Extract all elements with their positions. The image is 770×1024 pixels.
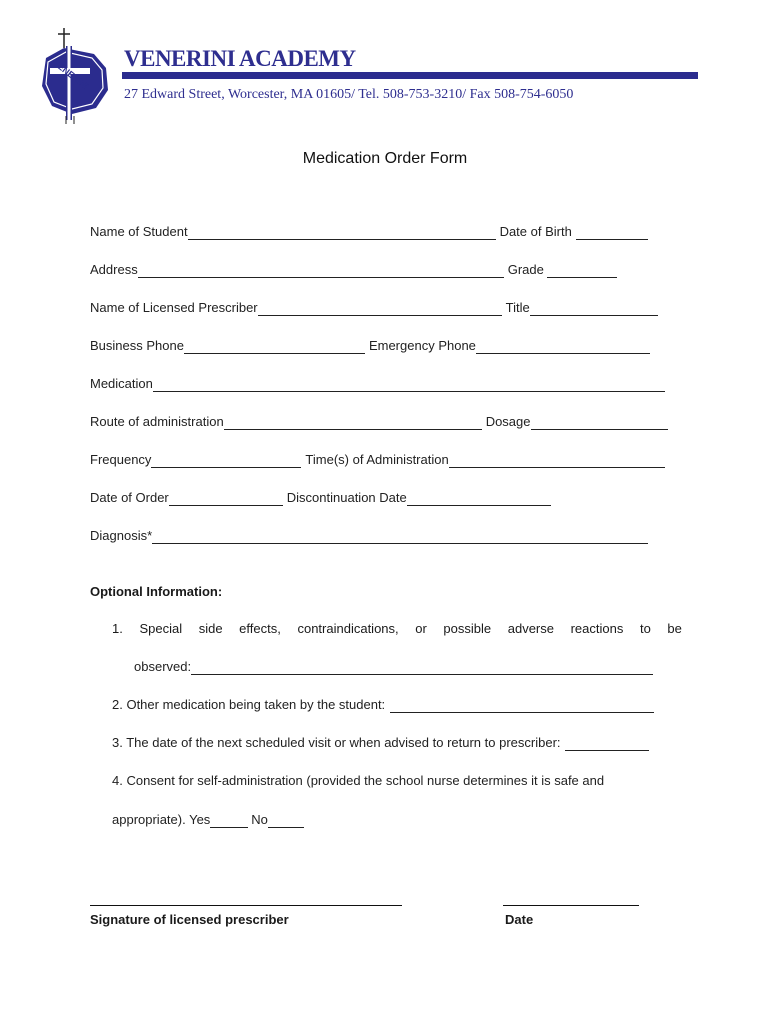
- signature-date-line[interactable]: [503, 905, 639, 906]
- dob-label: Date of Birth: [499, 224, 572, 239]
- signature-label: Signature of licensed prescriber: [90, 912, 289, 927]
- item1-word: or: [415, 621, 427, 636]
- prescriber-field[interactable]: [258, 301, 502, 316]
- diagnosis-label: Diagnosis*: [90, 528, 153, 543]
- optional-heading: Optional Information:: [90, 584, 223, 599]
- row-other-medication: [112, 695, 654, 713]
- consent-label: 4. Consent for self-administration (provided the school nurse determines it is safe and: [112, 773, 605, 788]
- item1-word: contraindications,: [297, 621, 399, 636]
- row-phones: [90, 336, 650, 354]
- discontinuation-label: Discontinuation Date: [286, 490, 407, 505]
- svg-text:VENERINI: VENERINI: [50, 57, 91, 92]
- title-field[interactable]: [530, 301, 658, 316]
- item1-word: reactions: [570, 621, 624, 636]
- row-student: [90, 222, 648, 240]
- form-title: Medication Order Form: [302, 150, 468, 167]
- row-address: [90, 260, 617, 278]
- item1-word: 1.: [112, 621, 123, 636]
- route-field[interactable]: [224, 415, 482, 430]
- route-label: Route of administration: [90, 414, 224, 429]
- next-visit-label: 3. The date of the next scheduled visit or when advised to return to prescriber:: [112, 735, 561, 750]
- prescriber-label: Name of Licensed Prescriber: [90, 300, 258, 315]
- row-route: [90, 412, 668, 430]
- school-logo: [36, 28, 116, 124]
- frequency-field[interactable]: [151, 453, 301, 468]
- signature-date-label: Date: [505, 912, 534, 927]
- consent-no-field[interactable]: [268, 813, 304, 828]
- other-medication-field[interactable]: [390, 698, 654, 713]
- business-phone-label: Business Phone: [90, 338, 184, 353]
- school-address: 27 Edward Street, Worcester, MA 01605/ Tel. 508-753-3210/ Fax 508-754-6050: [124, 87, 574, 102]
- emergency-phone-field[interactable]: [476, 339, 650, 354]
- row-dates: [90, 488, 551, 506]
- row-next-visit: [112, 733, 649, 751]
- row-frequency: [90, 450, 665, 468]
- dosage-label: Dosage: [485, 414, 531, 429]
- item1-word: to: [639, 621, 651, 636]
- times-label: Time(s) of Administration: [305, 452, 449, 467]
- dob-field[interactable]: [576, 225, 648, 240]
- medication-label: Medication: [90, 376, 153, 391]
- business-phone-field[interactable]: [184, 339, 365, 354]
- item1-word: side: [198, 621, 223, 636]
- row-diagnosis: [90, 526, 648, 544]
- consent-yes-field[interactable]: [210, 813, 248, 828]
- row-observed: [134, 657, 653, 675]
- row-consent: [112, 771, 604, 789]
- grade-field[interactable]: [547, 263, 617, 278]
- school-name: VENERINI ACADEMY: [124, 46, 356, 71]
- grade-label: Grade: [507, 262, 544, 277]
- address-label: Address: [90, 262, 138, 277]
- times-field[interactable]: [449, 453, 665, 468]
- discontinuation-field[interactable]: [407, 491, 551, 506]
- row-medication: [90, 374, 665, 392]
- optional-item-1: [112, 621, 682, 636]
- signature-line[interactable]: [90, 905, 402, 906]
- observed-label: observed:: [134, 659, 192, 674]
- emergency-phone-label: Emergency Phone: [368, 338, 476, 353]
- frequency-label: Frequency: [90, 452, 152, 467]
- diagnosis-field[interactable]: [152, 529, 648, 544]
- other-medication-label: 2. Other medication being taken by the student:: [112, 697, 386, 712]
- order-date-label: Date of Order: [90, 490, 169, 505]
- header-divider: [122, 72, 698, 79]
- item1-word: effects,: [239, 621, 281, 636]
- student-name-field[interactable]: [188, 225, 496, 240]
- address-field[interactable]: [138, 263, 504, 278]
- medication-field[interactable]: [153, 377, 665, 392]
- dosage-field[interactable]: [531, 415, 668, 430]
- row-prescriber: [90, 298, 658, 316]
- item1-word: be: [667, 621, 682, 636]
- row-consent-answer: [112, 810, 304, 828]
- item1-word: possible: [443, 621, 492, 636]
- next-visit-field[interactable]: [565, 736, 649, 751]
- student-name-label: Name of Student: [90, 224, 188, 239]
- title-label: Title: [505, 300, 530, 315]
- order-date-field[interactable]: [169, 491, 283, 506]
- item1-word: adverse: [507, 621, 554, 636]
- item1-word: Special: [139, 621, 183, 636]
- consent-no-label: No: [251, 812, 268, 827]
- observed-field[interactable]: [191, 660, 653, 675]
- consent-cont-label: appropriate). Yes: [112, 812, 211, 827]
